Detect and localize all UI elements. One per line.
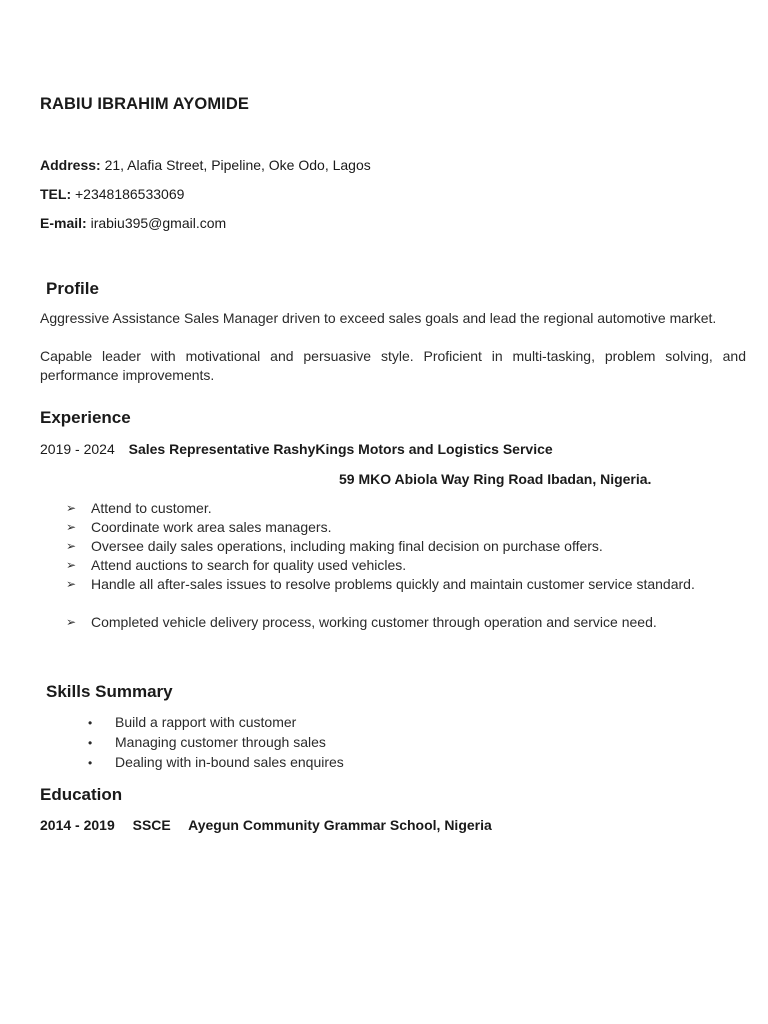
duty-text: Oversee daily sales operations, including making final decision on purchase offers. bbox=[91, 538, 603, 554]
duty-item bbox=[66, 518, 743, 537]
bullet-dot-icon: • bbox=[88, 716, 93, 730]
duty-text: Attend auctions to search for quality used vehicles. bbox=[91, 557, 407, 573]
profile-paragraph-1: Aggressive Assistance Sales Manager driven to exceed sales goals and lead the regional automotive market. bbox=[40, 310, 717, 326]
skill-item bbox=[88, 714, 296, 730]
arrow-bullet-icon: ➢ bbox=[66, 577, 77, 591]
experience-entry-header bbox=[40, 441, 553, 457]
education-entry bbox=[40, 817, 506, 833]
email-line bbox=[40, 215, 226, 231]
arrow-bullet-icon: ➢ bbox=[66, 501, 77, 515]
bullet-dot-icon: • bbox=[88, 736, 93, 750]
bullet-dot-icon: • bbox=[88, 756, 93, 770]
candidate-name: RABIU IBRAHIM AYOMIDE bbox=[40, 95, 249, 113]
skill-item bbox=[88, 754, 344, 770]
email-label: E-mail: bbox=[40, 215, 87, 231]
experience-role-company: Sales Representative RashyKings Motors and Logistics Service bbox=[128, 441, 553, 457]
tel-value: +2348186533069 bbox=[75, 186, 185, 202]
duty-text: Attend to customer. bbox=[91, 500, 212, 516]
arrow-bullet-icon: ➢ bbox=[66, 615, 77, 629]
profile-paragraph-2: Capable leader with motivational and persuasive style. Proficient in multi-tasking, problem solving, and performance improvements. bbox=[40, 348, 746, 383]
skill-item bbox=[88, 734, 326, 750]
experience-years: 2019 - 2024 bbox=[40, 441, 115, 457]
education-school: Ayegun Community Grammar School, Nigeria bbox=[188, 817, 492, 833]
education-level: SSCE bbox=[132, 817, 171, 833]
duty-text: Completed vehicle delivery process, working customer through operation and service need. bbox=[91, 614, 657, 630]
duty-item bbox=[66, 499, 743, 518]
tel-line bbox=[40, 186, 184, 202]
arrow-bullet-icon: ➢ bbox=[66, 520, 77, 534]
arrow-bullet-icon: ➢ bbox=[66, 539, 77, 553]
duty-item bbox=[66, 556, 743, 575]
address-line bbox=[40, 157, 371, 173]
duty-item bbox=[66, 613, 743, 632]
duty-item bbox=[66, 537, 743, 556]
email-value: irabiu395@gmail.com bbox=[90, 215, 227, 231]
arrow-bullet-icon: ➢ bbox=[66, 558, 77, 572]
experience-heading: Experience bbox=[40, 408, 131, 427]
profile-heading: Profile bbox=[46, 279, 99, 298]
duty-item bbox=[66, 575, 743, 594]
skill-text: Dealing with in-bound sales enquires bbox=[115, 754, 344, 770]
skill-text: Managing customer through sales bbox=[115, 734, 326, 750]
skills-heading: Skills Summary bbox=[46, 682, 173, 701]
duty-text: Handle all after-sales issues to resolve problems quickly and maintain customer service standard. bbox=[91, 576, 695, 592]
education-heading: Education bbox=[40, 785, 123, 804]
tel-label: TEL: bbox=[40, 186, 72, 202]
education-years: 2014 - 2019 bbox=[40, 817, 115, 833]
address-label: Address: bbox=[40, 157, 101, 173]
address-value: 21, Alafia Street, Pipeline, Oke Odo, Lagos bbox=[104, 157, 371, 173]
experience-address: 59 MKO Abiola Way Ring Road Ibadan, Nigeria. bbox=[339, 471, 652, 487]
skill-text: Build a rapport with customer bbox=[115, 714, 297, 730]
duty-text: Coordinate work area sales managers. bbox=[91, 519, 332, 535]
